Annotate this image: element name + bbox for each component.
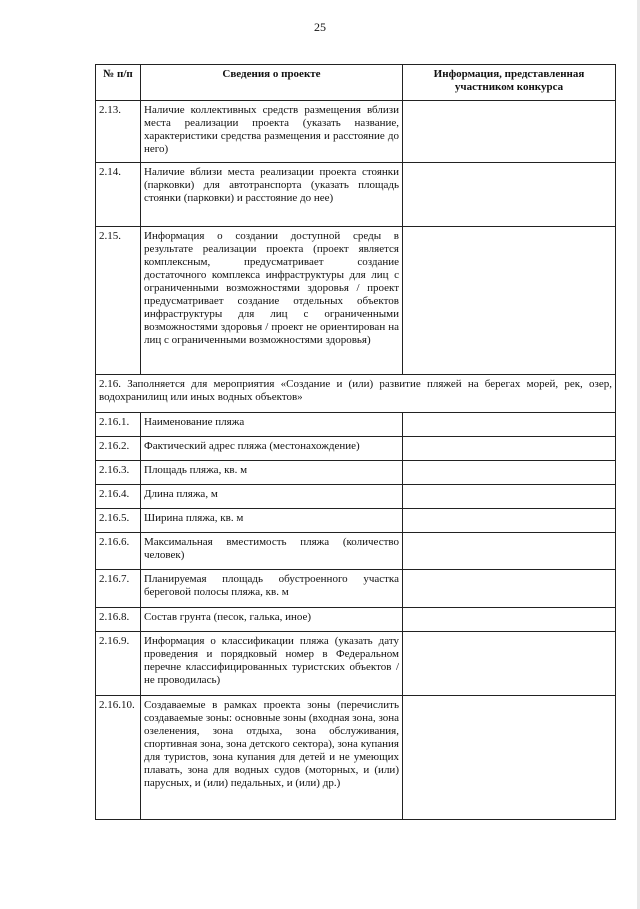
table-row — [96, 570, 616, 608]
row-description: Состав грунта (песок, галька, иное) — [141, 608, 403, 632]
row-info-cell — [403, 509, 616, 533]
row-number: 2.16.3. — [96, 461, 141, 485]
row-number: 2.16.10. — [96, 696, 141, 820]
row-info-cell — [403, 101, 616, 163]
row-description: Площадь пляжа, кв. м — [141, 461, 403, 485]
row-number: 2.14. — [96, 163, 141, 227]
table-row — [96, 163, 616, 227]
row-description: Ширина пляжа, кв. м — [141, 509, 403, 533]
header-num: № п/п — [96, 65, 141, 101]
row-description: Информация о создании доступной среды в результате реализации проекта (проект является комплексным, предусматривает создание достаточного комплекса инфраструктуры для лиц с ограниченными возможностями здоровья / проект предусматривает создание отдельных объектов инфраструктуры для лиц с ограниченными возможностями здоровья / проект не ориентирован на лиц с ограниченными возможностями здоровья) — [141, 227, 403, 375]
table-row — [96, 696, 616, 820]
row-description: Наличие вблизи места реализации проекта стоянки (парковки) для автотранспорта (указать площадь стоянки (парковки) и расстояние до нее) — [141, 163, 403, 227]
table-row — [96, 461, 616, 485]
row-info-cell — [403, 632, 616, 696]
table-row — [96, 632, 616, 696]
row-info-cell — [403, 461, 616, 485]
table-row — [96, 101, 616, 163]
row-number: 2.16.2. — [96, 437, 141, 461]
table-row — [96, 437, 616, 461]
row-info-cell — [403, 485, 616, 509]
row-number: 2.16.6. — [96, 533, 141, 570]
table-row — [96, 509, 616, 533]
table-row — [96, 227, 616, 375]
table-header-row — [96, 65, 616, 101]
row-description: Наименование пляжа — [141, 413, 403, 437]
section-heading: 2.16. Заполняется для мероприятия «Создание и (или) развитие пляжей на берегах морей, рек, озер, водохранилищ или иных водных объектов» — [96, 375, 616, 413]
row-info-cell — [403, 533, 616, 570]
row-number: 2.13. — [96, 101, 141, 163]
table-row — [96, 608, 616, 632]
project-info-table — [95, 64, 616, 820]
row-number: 2.16.9. — [96, 632, 141, 696]
row-number: 2.16.4. — [96, 485, 141, 509]
row-description: Фактический адрес пляжа (местонахождение) — [141, 437, 403, 461]
row-number: 2.16.1. — [96, 413, 141, 437]
table-row — [96, 485, 616, 509]
row-number: 2.16.8. — [96, 608, 141, 632]
row-number: 2.15. — [96, 227, 141, 375]
row-description: Информация о классификации пляжа (указать дату проведения и порядковый номер в Федеральном перечне классифицированных туристских объектов / не проводилась) — [141, 632, 403, 696]
row-description: Длина пляжа, м — [141, 485, 403, 509]
row-info-cell — [403, 437, 616, 461]
row-description: Планируемая площадь обустроенного участка береговой полосы пляжа, кв. м — [141, 570, 403, 608]
row-info-cell — [403, 227, 616, 375]
section-row — [96, 375, 616, 413]
page-number: 25 — [314, 20, 326, 34]
row-info-cell — [403, 413, 616, 437]
row-description: Наличие коллективных средств размещения вблизи места реализации проекта (указать название, характеристики средства размещения и расстояние до него) — [141, 101, 403, 163]
row-number: 2.16.7. — [96, 570, 141, 608]
row-info-cell — [403, 570, 616, 608]
table-row — [96, 533, 616, 570]
row-number: 2.16.5. — [96, 509, 141, 533]
row-description: Максимальная вместимость пляжа (количество человек) — [141, 533, 403, 570]
table-row — [96, 413, 616, 437]
row-info-cell — [403, 696, 616, 820]
row-description: Создаваемые в рамках проекта зоны (перечислить создаваемые зоны: основные зоны (входная зона, зона озеленения, зона отдыха, зона обслуживания, спортивная зона, зона детского сектора), зона купания для туристов, зона купания для детей и не умеющих плавать, зона для водных судов (моторных, и (или) парусных, и (или) педальных, и (или) др.) — [141, 696, 403, 820]
header-desc: Сведения о проекте — [141, 65, 403, 101]
header-info: Информация, представленная участником конкурса — [403, 65, 616, 101]
row-info-cell — [403, 608, 616, 632]
row-info-cell — [403, 163, 616, 227]
